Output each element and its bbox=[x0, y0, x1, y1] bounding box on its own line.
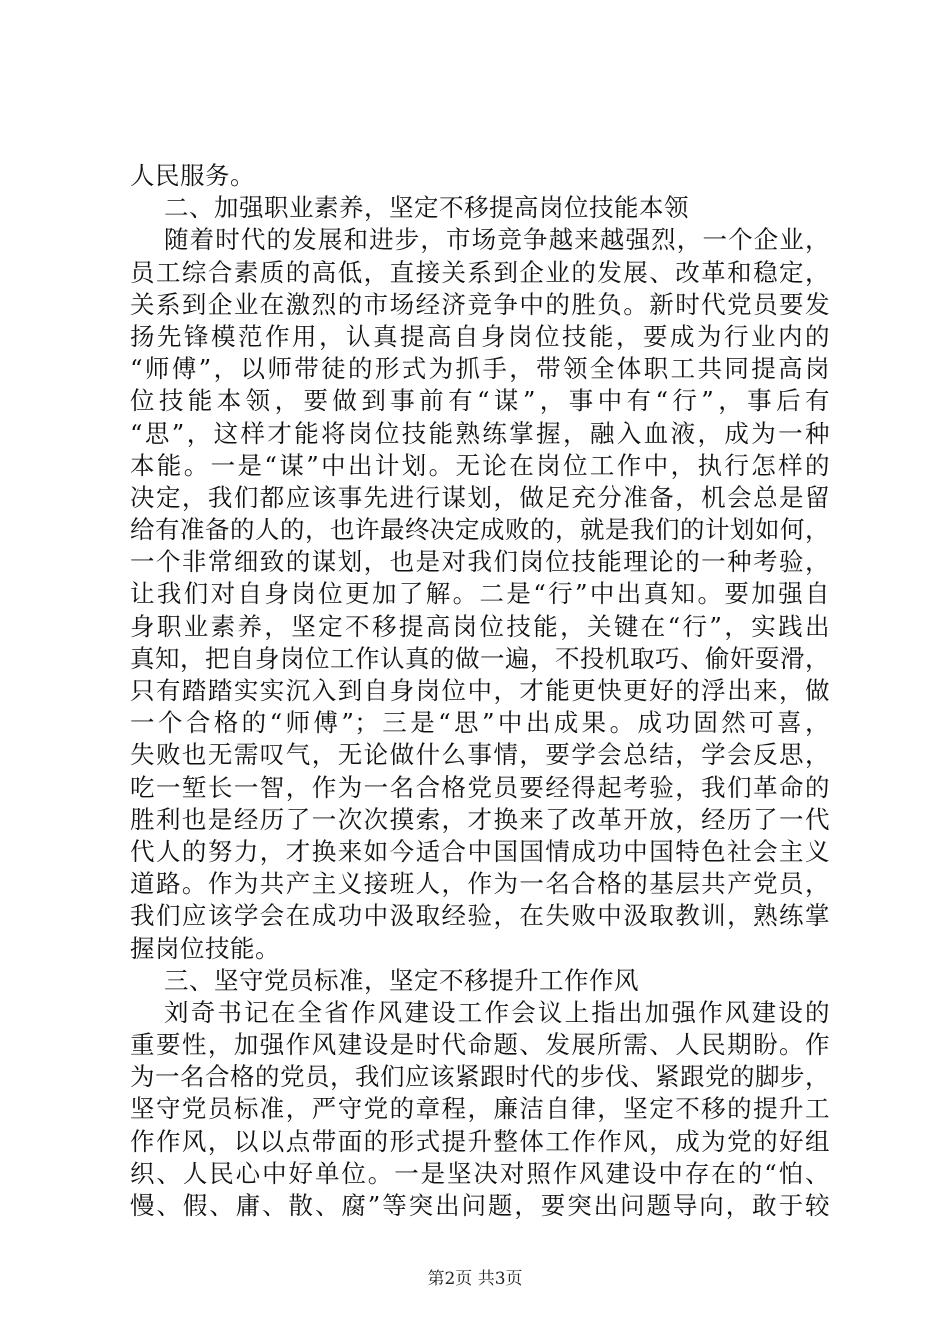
text-line: 道路。作为共产主义接班人，作为一名合格的基层共产党员， bbox=[130, 869, 830, 899]
text-line: 重要性，加强作风建设是时代命题、发展所需、人民期盼。作 bbox=[130, 1030, 830, 1060]
text-line: 真知，把自身岗位工作认真的做一遍，不投机取巧、偷奸耍滑， bbox=[130, 643, 830, 673]
text-line: 织、人民心中好单位。一是坚决对照作风建设中存在的“怕、 bbox=[130, 1158, 830, 1188]
page-footer: 第2页 共3页 bbox=[427, 1269, 523, 1289]
text-line: 握岗位技能。 bbox=[130, 933, 280, 963]
text-line: 人民服务。 bbox=[130, 161, 255, 190]
text-line: “师傅”，以师带徒的形式为抓手，带领全体职工共同提高岗 bbox=[130, 354, 830, 384]
text-line: 给有准备的人的，也许最终决定成败的，就是我们的计划如何， bbox=[130, 515, 830, 545]
text-line: 身职业素养，坚定不移提高岗位技能，关键在“行”，实践出 bbox=[130, 611, 830, 641]
text-line: 吃一堑长一智，作为一名合格党员要经得起考验，我们革命的 bbox=[130, 772, 830, 802]
document-body bbox=[130, 160, 830, 1222]
text-line: 为一名合格的党员，我们应该紧跟时代的步伐、紧跟党的脚步， bbox=[130, 1062, 830, 1092]
text-line: 坚守党员标准，严守党的章程，廉洁自律，坚定不移的提升工 bbox=[130, 1094, 830, 1124]
text-line: 位技能本领，要做到事前有“谋”，事中有“行”，事后有 bbox=[130, 386, 830, 416]
text-line: 随着时代的发展和进步，市场竞争越来越强烈，一个企业， bbox=[164, 225, 830, 255]
text-line: 扬先锋模范作用，认真提高自身岗位技能，要成为行业内的 bbox=[130, 321, 830, 351]
text-line: 员工综合素质的高低，直接关系到企业的发展、改革和稳定， bbox=[130, 257, 830, 287]
text-line: 关系到企业在激烈的市场经济竞争中的胜负。新时代党员要发 bbox=[130, 289, 830, 319]
text-line: 让我们对自身岗位更加了解。二是“行”中出真知。要加强自 bbox=[130, 579, 830, 609]
text-line: 代人的努力，才换来如今适合中国国情成功中国特色社会主义 bbox=[130, 836, 830, 866]
text-line: 我们应该学会在成功中汲取经验，在失败中汲取教训，熟练掌 bbox=[130, 901, 830, 931]
text-line: 三、坚守党员标准，坚定不移提升工作作风 bbox=[164, 965, 639, 995]
text-line: “思”，这样才能将岗位技能熟练掌握，融入血液，成为一种 bbox=[130, 418, 830, 448]
text-line: 本能。一是“谋”中出计划。无论在岗位工作中，执行怎样的 bbox=[130, 450, 830, 480]
text-line: 作作风，以以点带面的形式提升整体工作作风，成为党的好组 bbox=[130, 1126, 830, 1156]
text-line: 慢、假、庸、散、腐”等突出问题，要突出问题导向，敢于较 bbox=[130, 1191, 830, 1220]
text-line: 刘奇书记在全省作风建设工作会议上指出加强作风建设的 bbox=[164, 997, 830, 1027]
text-line: 二、加强职业素养，坚定不移提高岗位技能本领 bbox=[164, 193, 689, 223]
text-line: 一个非常细致的谋划，也是对我们岗位技能理论的一种考验， bbox=[130, 547, 830, 577]
text-line: 失败也无需叹气，无论做什么事情，要学会总结，学会反思， bbox=[130, 740, 830, 770]
text-line: 胜利也是经历了一次次摸索，才换来了改革开放，经历了一代 bbox=[130, 804, 830, 834]
text-line: 只有踏踏实实沉入到自身岗位中，才能更快更好的浮出来，做 bbox=[130, 676, 830, 705]
text-line: 决定，我们都应该事先进行谋划，做足充分准备，机会总是留 bbox=[130, 482, 830, 512]
text-line: 一个合格的“师傅”；三是“思”中出成果。成功固然可喜， bbox=[130, 708, 830, 738]
